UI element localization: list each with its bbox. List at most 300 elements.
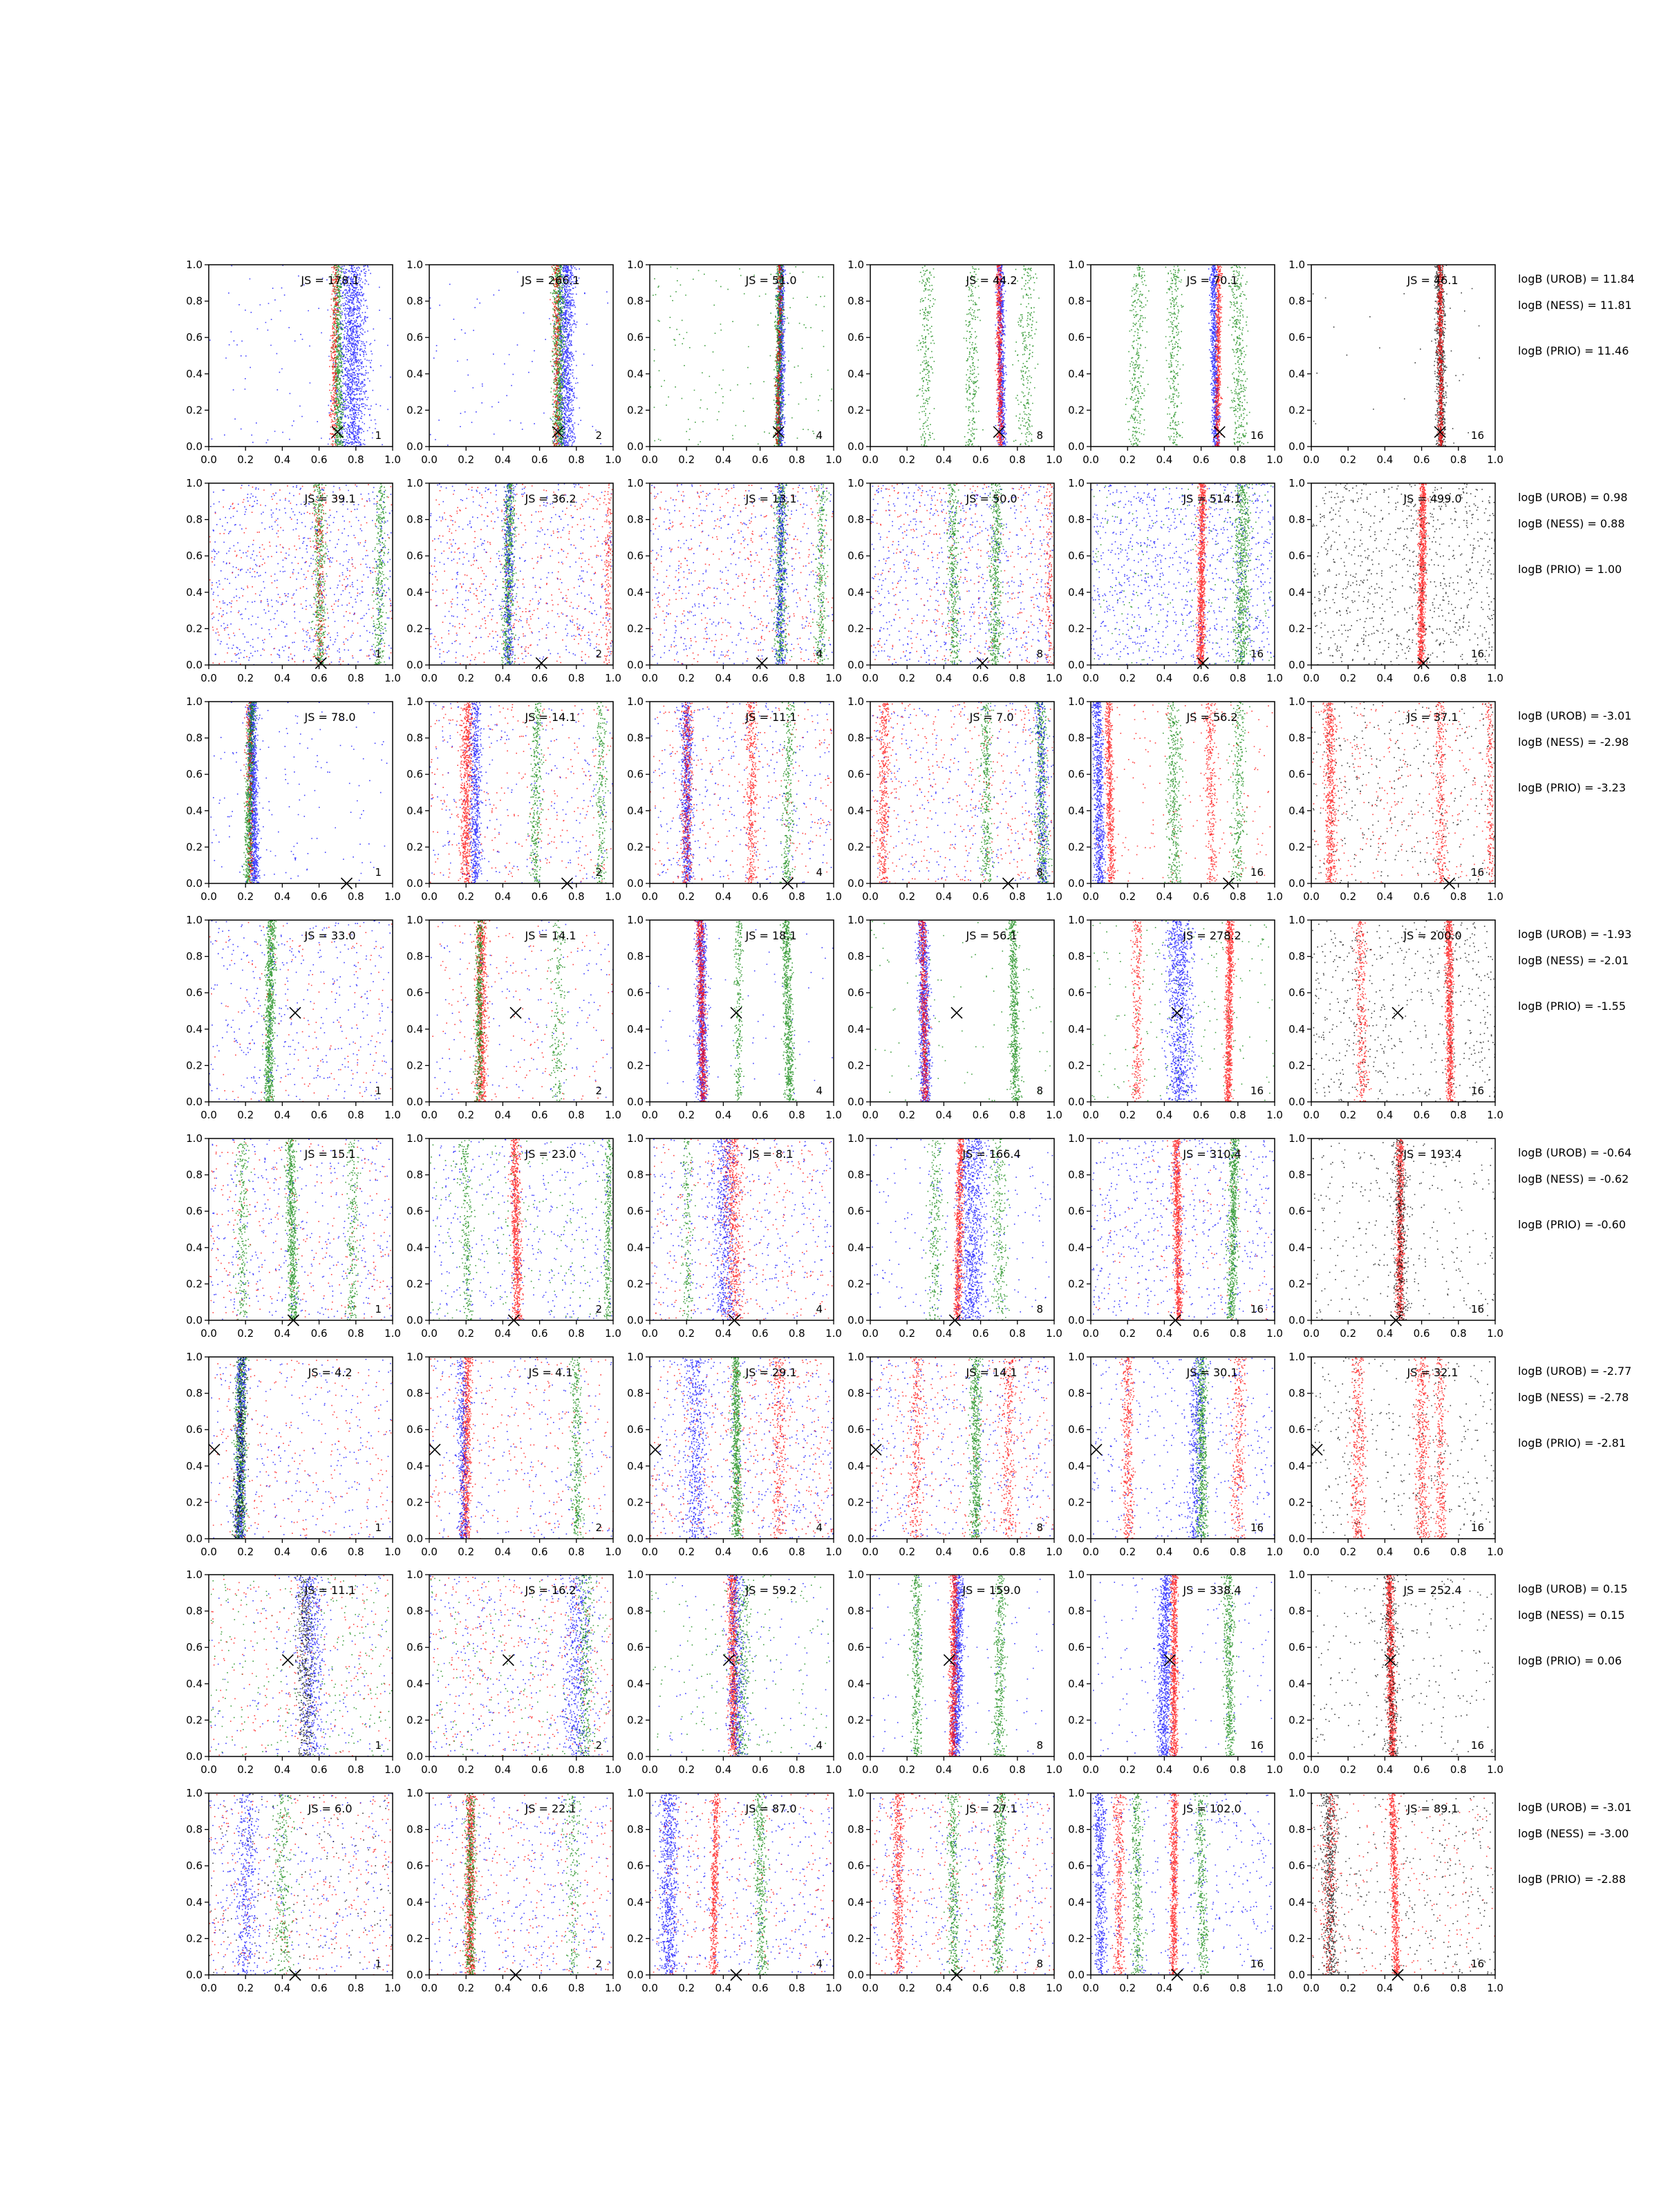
x-tick-label: 0.2	[1340, 890, 1357, 903]
x-tick-label: 1.0	[825, 1109, 842, 1121]
y-tick-label: 0.6	[406, 986, 423, 1000]
x-tick-label: 0.8	[568, 453, 585, 466]
x-tick-label: 0.6	[751, 1546, 769, 1558]
js-annotation: JS = 32.1	[1407, 1366, 1459, 1379]
y-tick-label: 0.0	[1068, 1533, 1085, 1545]
y-tick-label: 0.4	[847, 585, 864, 599]
y-tick-label: 1.0	[186, 695, 203, 708]
js-annotation: JS = 30.1	[1186, 1366, 1238, 1379]
x-tick-label: 0.0	[200, 1109, 217, 1121]
panel-count-label: 16	[1470, 1303, 1484, 1315]
y-tick-label: 0.6	[627, 331, 644, 344]
x-tick-label: 0.8	[568, 890, 585, 903]
y-tick-label: 0.2	[1288, 1714, 1305, 1727]
plot-area	[650, 702, 834, 883]
y-tick-label: 1.0	[627, 1132, 644, 1145]
x-tick-label: 0.0	[862, 672, 879, 684]
y-tick-label: 0.0	[406, 877, 423, 890]
js-annotation: JS = 14.1	[966, 1366, 1018, 1379]
x-tick-label: 0.8	[1229, 1327, 1246, 1340]
y-tick-label: 0.4	[1068, 367, 1085, 380]
x-tick-label: 0.0	[641, 890, 658, 903]
y-tick-label: 0.0	[1288, 440, 1305, 453]
y-tick-label: 0.2	[406, 622, 423, 635]
x-tick-label: 0.0	[1082, 1763, 1099, 1776]
y-tick-label: 0.6	[847, 1205, 864, 1218]
x-tick-label: 0.2	[1119, 672, 1136, 684]
js-annotation: JS = 16.2	[525, 1584, 577, 1597]
y-tick-label: 0.2	[186, 1277, 203, 1291]
y-tick-label: 0.0	[847, 1314, 864, 1327]
scatter-panel	[1068, 1132, 1283, 1340]
y-tick-label: 0.2	[1288, 1496, 1305, 1509]
y-tick-label: 1.0	[627, 1568, 644, 1581]
js-annotation: JS = 166.4	[962, 1147, 1021, 1161]
logb-urob-label: logB (UROB) = 0.98	[1518, 491, 1628, 504]
x-tick-label: 0.6	[310, 453, 328, 466]
x-tick-label: 0.0	[421, 1327, 438, 1340]
logb-urob-label: logB (UROB) = -3.01	[1518, 709, 1632, 722]
js-annotation: JS = 56.1	[966, 929, 1018, 942]
y-tick-label: 0.0	[847, 1969, 864, 1981]
y-tick-label: 1.0	[847, 1787, 864, 1799]
x-tick-label: 0.4	[715, 1763, 732, 1776]
y-tick-label: 0.2	[847, 622, 864, 635]
logb-annotations	[1518, 709, 1631, 794]
logb-prio-label: logB (PRIO) = -0.60	[1518, 1218, 1626, 1231]
x-tick-label: 0.4	[494, 1763, 512, 1776]
y-tick-label: 0.0	[1288, 1533, 1305, 1545]
y-tick-label: 0.4	[627, 367, 644, 380]
panel-count-label: 4	[816, 1303, 823, 1315]
plot-area	[1091, 702, 1275, 883]
js-annotation: JS = 338.4	[1183, 1584, 1241, 1597]
y-tick-label: 0.0	[1288, 1750, 1305, 1763]
logb-annotations	[1518, 1365, 1631, 1450]
y-tick-label: 0.4	[627, 585, 644, 599]
scatter-panel	[847, 259, 1062, 466]
y-tick-label: 0.4	[847, 804, 864, 817]
y-tick-label: 0.2	[1068, 404, 1085, 417]
x-tick-label: 0.4	[274, 1327, 291, 1340]
x-tick-label: 0.4	[935, 1109, 953, 1121]
scatter-panel	[406, 1787, 621, 1994]
plot-area	[1311, 920, 1495, 1102]
y-tick-label: 0.8	[627, 731, 644, 744]
y-tick-label: 0.2	[1288, 841, 1305, 854]
y-tick-label: 0.4	[1068, 1022, 1085, 1035]
y-tick-label: 1.0	[186, 1568, 203, 1581]
x-tick-label: 0.4	[494, 1546, 512, 1558]
x-tick-label: 0.0	[641, 1982, 658, 1994]
logb-ness-label: logB (NESS) = -2.78	[1518, 1391, 1629, 1404]
y-tick-label: 0.2	[1288, 1932, 1305, 1945]
x-tick-label: 1.0	[825, 1763, 842, 1776]
x-tick-label: 1.0	[605, 890, 621, 903]
y-tick-label: 0.8	[406, 1604, 423, 1618]
x-tick-label: 0.0	[200, 1546, 217, 1558]
x-tick-label: 1.0	[1046, 672, 1062, 684]
scatter-panel	[406, 1132, 621, 1340]
x-tick-label: 0.6	[310, 1546, 328, 1558]
x-tick-label: 0.4	[935, 453, 953, 466]
x-tick-label: 1.0	[605, 1109, 621, 1121]
y-tick-label: 0.6	[847, 986, 864, 1000]
y-tick-label: 0.4	[627, 804, 644, 817]
y-tick-label: 0.8	[1288, 1604, 1305, 1618]
scatter-panel	[1068, 477, 1283, 684]
y-tick-label: 0.0	[186, 1096, 203, 1108]
scatter-panel	[627, 477, 842, 684]
y-tick-label: 1.0	[1068, 1132, 1085, 1145]
y-tick-label: 0.6	[627, 986, 644, 1000]
y-tick-label: 0.8	[627, 1168, 644, 1181]
x-tick-label: 0.4	[494, 890, 512, 903]
y-tick-label: 0.8	[1288, 731, 1305, 744]
x-tick-label: 0.0	[862, 453, 879, 466]
plot-area	[1091, 1575, 1275, 1756]
y-tick-label: 1.0	[406, 1351, 423, 1363]
y-tick-label: 0.2	[186, 404, 203, 417]
y-tick-label: 0.4	[406, 1895, 423, 1909]
y-tick-label: 0.2	[627, 841, 644, 854]
x-tick-label: 0.0	[200, 1763, 217, 1776]
js-annotation: JS = 87.0	[745, 1802, 797, 1815]
x-tick-label: 0.0	[862, 1327, 879, 1340]
y-tick-label: 0.2	[186, 1932, 203, 1945]
panel-count-label: 1	[375, 1521, 382, 1534]
y-tick-label: 0.2	[406, 841, 423, 854]
y-tick-label: 0.6	[1288, 986, 1305, 1000]
x-tick-label: 1.0	[1266, 1763, 1283, 1776]
x-tick-label: 1.0	[1487, 1327, 1503, 1340]
y-tick-label: 1.0	[627, 1351, 644, 1363]
y-tick-label: 0.0	[186, 440, 203, 453]
scatter-panel	[186, 1787, 401, 1994]
y-tick-label: 0.2	[1068, 1277, 1085, 1291]
plot-area	[429, 265, 613, 447]
js-annotation: JS = 102.0	[1183, 1802, 1241, 1815]
x-tick-label: 1.0	[1487, 1546, 1503, 1558]
x-tick-label: 1.0	[1487, 672, 1503, 684]
js-annotation: JS = 70.1	[1186, 274, 1238, 287]
x-tick-label: 1.0	[1046, 890, 1062, 903]
x-tick-label: 0.0	[1082, 453, 1099, 466]
y-tick-label: 0.0	[1068, 1314, 1085, 1327]
y-tick-label: 1.0	[627, 695, 644, 708]
scatter-panel	[847, 477, 1062, 684]
x-tick-label: 0.8	[347, 1109, 364, 1121]
scatter-panel	[186, 477, 401, 684]
x-tick-label: 0.6	[1192, 890, 1210, 903]
x-tick-label: 0.4	[935, 1982, 953, 1994]
x-tick-label: 0.4	[1156, 1546, 1173, 1558]
x-tick-label: 0.0	[1303, 1327, 1320, 1340]
x-tick-label: 0.4	[274, 453, 291, 466]
x-tick-label: 0.8	[568, 1546, 585, 1558]
y-tick-label: 0.8	[1068, 294, 1085, 308]
y-tick-label: 0.0	[847, 877, 864, 890]
y-tick-label: 0.2	[627, 622, 644, 635]
y-tick-label: 0.4	[186, 367, 203, 380]
x-tick-label: 0.6	[972, 1763, 989, 1776]
x-tick-label: 0.6	[531, 1327, 548, 1340]
scatter-panel	[186, 1351, 401, 1558]
y-tick-label: 0.6	[1288, 768, 1305, 781]
panel-count-label: 1	[375, 1303, 382, 1315]
x-tick-label: 0.6	[531, 1763, 548, 1776]
y-tick-label: 1.0	[627, 259, 644, 271]
y-tick-label: 0.8	[1068, 1604, 1085, 1618]
x-tick-label: 0.6	[1192, 1982, 1210, 1994]
x-tick-label: 0.6	[972, 1109, 989, 1121]
x-tick-label: 0.2	[237, 1982, 254, 1994]
js-annotation: JS = 499.0	[1403, 492, 1462, 505]
x-tick-label: 0.8	[1009, 1546, 1026, 1558]
x-tick-label: 0.8	[1450, 672, 1467, 684]
x-tick-label: 1.0	[825, 672, 842, 684]
x-tick-label: 0.2	[678, 1327, 695, 1340]
y-tick-label: 0.2	[847, 404, 864, 417]
x-tick-label: 0.6	[1413, 453, 1430, 466]
scatter-panel	[1288, 695, 1503, 903]
y-tick-label: 0.0	[1288, 1314, 1305, 1327]
y-tick-label: 0.8	[406, 1168, 423, 1181]
plot-area	[429, 702, 613, 883]
x-tick-label: 0.2	[678, 672, 695, 684]
panel-count-label: 4	[816, 1958, 823, 1970]
plot-area	[1311, 1793, 1495, 1975]
y-tick-label: 0.0	[186, 1533, 203, 1545]
x-tick-label: 0.4	[1376, 453, 1394, 466]
js-annotation: JS = 46.1	[1407, 274, 1459, 287]
x-tick-label: 0.6	[310, 1109, 328, 1121]
x-tick-label: 0.0	[421, 1546, 438, 1558]
y-tick-label: 0.2	[1288, 622, 1305, 635]
y-tick-label: 0.2	[627, 1277, 644, 1291]
y-tick-label: 1.0	[847, 1132, 864, 1145]
js-annotation: JS = 33.0	[304, 929, 356, 942]
x-tick-label: 0.8	[788, 1109, 805, 1121]
plot-area	[429, 1138, 613, 1320]
x-tick-label: 0.6	[751, 1982, 769, 1994]
y-tick-label: 0.6	[406, 768, 423, 781]
plot-area	[870, 920, 1054, 1102]
y-tick-label: 0.8	[1288, 1168, 1305, 1181]
y-tick-label: 0.4	[847, 1677, 864, 1690]
y-tick-label: 0.4	[406, 1677, 423, 1690]
panel-count-label: 16	[1250, 429, 1264, 442]
x-tick-label: 1.0	[1046, 1327, 1062, 1340]
y-tick-label: 0.6	[1288, 550, 1305, 563]
plot-area	[870, 702, 1054, 883]
x-tick-label: 0.0	[421, 890, 438, 903]
x-tick-label: 0.2	[458, 1327, 475, 1340]
y-tick-label: 1.0	[406, 1568, 423, 1581]
plot-area	[650, 920, 834, 1102]
js-annotation: JS = 200.0	[1403, 929, 1462, 942]
y-tick-label: 0.4	[847, 1241, 864, 1254]
x-tick-label: 0.2	[237, 1327, 254, 1340]
x-tick-label: 0.6	[531, 1109, 548, 1121]
y-tick-label: 0.2	[186, 1496, 203, 1509]
y-tick-label: 0.6	[406, 1641, 423, 1654]
logb-urob-label: logB (UROB) = -1.93	[1518, 928, 1632, 941]
y-tick-label: 0.6	[1068, 1859, 1085, 1873]
y-tick-label: 1.0	[627, 1787, 644, 1799]
x-tick-label: 1.0	[384, 1546, 401, 1558]
x-tick-label: 0.4	[274, 1763, 291, 1776]
x-tick-label: 0.2	[1340, 672, 1357, 684]
y-tick-label: 1.0	[1288, 1787, 1305, 1799]
logb-annotations	[1518, 1582, 1628, 1667]
y-tick-label: 0.8	[1288, 294, 1305, 308]
x-tick-label: 1.0	[1046, 1982, 1062, 1994]
y-tick-label: 0.0	[406, 1750, 423, 1763]
x-tick-label: 0.8	[1009, 1763, 1026, 1776]
y-tick-label: 0.8	[1068, 950, 1085, 963]
x-tick-label: 1.0	[384, 672, 401, 684]
y-tick-label: 0.0	[406, 659, 423, 671]
x-tick-label: 1.0	[1487, 1109, 1503, 1121]
x-tick-label: 0.2	[678, 1546, 695, 1558]
x-tick-label: 0.4	[715, 1109, 732, 1121]
panel-count-label: 16	[1470, 429, 1484, 442]
x-tick-label: 0.4	[1376, 890, 1394, 903]
y-tick-label: 0.6	[1068, 986, 1085, 1000]
y-tick-label: 0.6	[847, 1423, 864, 1436]
y-tick-label: 0.0	[627, 877, 644, 890]
y-tick-label: 0.8	[186, 513, 203, 526]
x-tick-label: 0.0	[200, 1327, 217, 1340]
x-tick-label: 0.8	[1450, 1982, 1467, 1994]
y-tick-label: 0.0	[186, 1314, 203, 1327]
y-tick-label: 0.6	[1068, 1205, 1085, 1218]
x-tick-label: 0.2	[899, 1982, 916, 1994]
x-tick-label: 0.6	[1413, 1763, 1430, 1776]
x-tick-label: 1.0	[605, 1982, 621, 1994]
js-annotation: JS = 178.1	[301, 274, 359, 287]
y-tick-label: 0.2	[1068, 1932, 1085, 1945]
logb-ness-label: logB (NESS) = -2.01	[1518, 954, 1629, 967]
y-tick-label: 0.0	[847, 1533, 864, 1545]
y-tick-label: 1.0	[627, 477, 644, 489]
scatter-panel	[627, 695, 842, 903]
scatter-panel	[1068, 259, 1283, 466]
y-tick-label: 0.4	[627, 1022, 644, 1035]
y-tick-label: 0.4	[1068, 585, 1085, 599]
x-tick-label: 0.6	[310, 1982, 328, 1994]
x-tick-label: 0.4	[715, 453, 732, 466]
x-tick-label: 0.0	[1082, 672, 1099, 684]
y-tick-label: 0.8	[1068, 1823, 1085, 1836]
x-tick-label: 0.8	[788, 1327, 805, 1340]
scatter-panel	[186, 1568, 401, 1776]
x-tick-label: 0.6	[751, 890, 769, 903]
y-tick-label: 0.2	[847, 1714, 864, 1727]
scatter-panel	[1288, 259, 1503, 466]
x-tick-label: 0.6	[531, 1982, 548, 1994]
x-tick-label: 0.0	[200, 672, 217, 684]
y-tick-label: 0.0	[406, 1096, 423, 1108]
x-tick-label: 0.2	[899, 1109, 916, 1121]
x-tick-label: 0.0	[421, 1109, 438, 1121]
y-tick-label: 0.0	[627, 1533, 644, 1545]
y-tick-label: 0.4	[847, 1022, 864, 1035]
y-tick-label: 0.8	[1288, 513, 1305, 526]
scatter-panel	[1068, 1568, 1283, 1776]
x-tick-label: 0.6	[751, 672, 769, 684]
js-annotation: JS = 6.0	[308, 1802, 353, 1815]
logb-prio-label: logB (PRIO) = -3.23	[1518, 781, 1626, 794]
y-tick-label: 0.6	[627, 1205, 644, 1218]
x-tick-label: 0.2	[1340, 1546, 1357, 1558]
x-tick-label: 0.2	[1119, 1327, 1136, 1340]
y-tick-label: 0.2	[186, 622, 203, 635]
x-tick-label: 0.8	[1229, 1546, 1246, 1558]
x-tick-label: 0.6	[972, 453, 989, 466]
x-tick-label: 0.2	[237, 672, 254, 684]
x-tick-label: 0.6	[1413, 1109, 1430, 1121]
y-tick-label: 0.4	[1068, 1677, 1085, 1690]
y-tick-label: 0.4	[186, 1022, 203, 1035]
x-tick-label: 0.2	[899, 1763, 916, 1776]
js-annotation: JS = 23.0	[525, 1147, 577, 1161]
x-tick-label: 0.8	[1009, 453, 1026, 466]
y-tick-label: 1.0	[406, 477, 423, 489]
y-tick-label: 0.8	[406, 513, 423, 526]
x-tick-label: 1.0	[384, 1982, 401, 1994]
x-tick-label: 0.4	[274, 890, 291, 903]
logb-prio-label: logB (PRIO) = 1.00	[1518, 563, 1622, 576]
y-tick-label: 0.2	[406, 1714, 423, 1727]
js-annotation: JS = 22.1	[525, 1802, 577, 1815]
x-tick-label: 1.0	[1266, 1982, 1283, 1994]
y-tick-label: 0.2	[627, 1932, 644, 1945]
x-tick-label: 0.0	[862, 1763, 879, 1776]
x-tick-label: 1.0	[384, 1327, 401, 1340]
x-tick-label: 0.8	[1229, 672, 1246, 684]
x-tick-label: 0.6	[972, 1546, 989, 1558]
x-tick-label: 0.2	[1119, 1763, 1136, 1776]
x-tick-label: 0.4	[494, 1109, 512, 1121]
x-tick-label: 1.0	[825, 890, 842, 903]
x-tick-label: 0.6	[1413, 1982, 1430, 1994]
x-tick-label: 0.6	[1192, 1546, 1210, 1558]
x-tick-label: 0.6	[531, 672, 548, 684]
x-tick-label: 0.0	[862, 890, 879, 903]
y-tick-label: 1.0	[1068, 1351, 1085, 1363]
y-tick-label: 0.0	[1288, 1969, 1305, 1981]
logb-urob-label: logB (UROB) = -3.01	[1518, 1801, 1632, 1814]
logb-ness-label: logB (NESS) = -3.00	[1518, 1827, 1629, 1840]
y-tick-label: 1.0	[1288, 259, 1305, 271]
x-tick-label: 0.8	[1450, 890, 1467, 903]
x-tick-label: 1.0	[1266, 1109, 1283, 1121]
y-tick-label: 0.8	[847, 513, 864, 526]
y-tick-label: 1.0	[406, 1132, 423, 1145]
x-tick-label: 0.8	[1450, 1763, 1467, 1776]
scatter-panel	[847, 914, 1062, 1121]
x-tick-label: 0.4	[1156, 890, 1173, 903]
y-tick-label: 0.0	[627, 1750, 644, 1763]
x-tick-label: 0.4	[935, 1327, 953, 1340]
panel-count-label: 2	[595, 1958, 602, 1970]
panel-count-label: 2	[595, 1739, 602, 1752]
x-tick-label: 0.2	[1340, 1982, 1357, 1994]
panel-count-label: 16	[1470, 1521, 1484, 1534]
panel-count-label: 16	[1470, 648, 1484, 660]
